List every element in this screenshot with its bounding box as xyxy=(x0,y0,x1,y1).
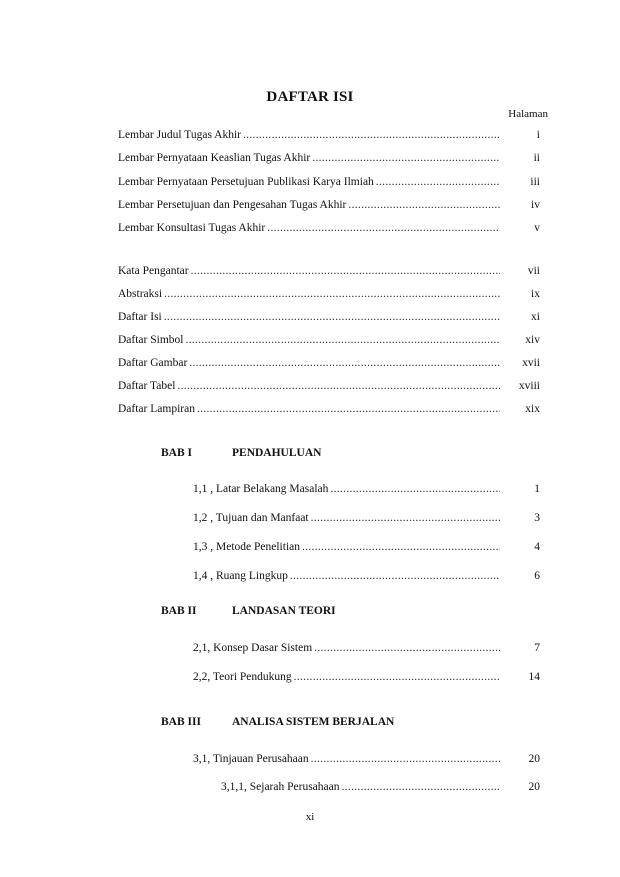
toc-entry-label: Lembar Persetujuan dan Pengesahan Tugas Akhir xyxy=(118,199,347,211)
toc-leader xyxy=(314,640,500,656)
toc-entry[interactable] xyxy=(118,220,540,236)
toc-entry[interactable] xyxy=(118,197,540,213)
toc-entry-page: iii xyxy=(530,176,540,188)
toc-entry-page: 20 xyxy=(528,781,540,793)
chapter-title[interactable]: PENDAHULUAN xyxy=(232,447,322,459)
toc-section-entry[interactable] xyxy=(193,640,540,656)
toc-leader xyxy=(177,378,500,394)
toc-entry-page: xi xyxy=(531,311,540,323)
toc-entry-page: iv xyxy=(531,199,540,211)
toc-entry-page: xvii xyxy=(522,357,540,369)
toc-entry[interactable] xyxy=(118,150,540,166)
toc-entry-label: Lembar Konsultasi Tugas Akhir xyxy=(118,222,266,234)
toc-entry-label: 1,2 , Tujuan dan Manfaat xyxy=(193,512,309,524)
toc-leader xyxy=(294,669,500,685)
chapter-number: BAB III xyxy=(161,716,201,728)
toc-leader xyxy=(290,568,500,584)
toc-entry-label: 1,3 , Metode Penelitian xyxy=(193,541,300,553)
toc-section-entry[interactable] xyxy=(193,481,540,497)
toc-entry-page: ii xyxy=(533,152,540,164)
toc-entry[interactable] xyxy=(118,332,540,348)
toc-entry-page: 4 xyxy=(534,541,540,553)
toc-leader xyxy=(312,150,500,166)
toc-entry-page: xiv xyxy=(525,334,540,346)
toc-leader xyxy=(189,355,500,371)
toc-entry-page: 3 xyxy=(534,512,540,524)
toc-entry-label: Daftar Isi xyxy=(118,311,162,323)
toc-entry-label: Daftar Tabel xyxy=(118,380,176,392)
chapter-title[interactable]: LANDASAN TEORI xyxy=(232,605,336,617)
toc-subsection-entry[interactable] xyxy=(221,779,540,795)
toc-entry-page: xviii xyxy=(518,380,540,392)
toc-leader xyxy=(197,401,500,417)
page-number: xi xyxy=(305,811,315,823)
toc-leader xyxy=(341,779,500,795)
toc-entry-label: Abstraksi xyxy=(118,288,163,300)
toc-entry-label: Lembar Judul Tugas Akhir xyxy=(118,129,241,141)
toc-leader xyxy=(191,263,500,279)
toc-entry[interactable] xyxy=(118,401,540,417)
toc-entry-label: Daftar Simbol xyxy=(118,334,184,346)
toc-entry[interactable] xyxy=(118,286,540,302)
toc-entry-page: v xyxy=(534,222,540,234)
toc-entry[interactable] xyxy=(118,174,540,190)
toc-entry-page: xix xyxy=(525,403,540,415)
toc-entry-page: ix xyxy=(531,288,540,300)
toc-entry-label: Lembar Pernyataan Persetujuan Publikasi Karya Ilmiah xyxy=(118,176,374,188)
toc-entry-label: 1,4 , Ruang Lingkup xyxy=(193,570,288,582)
toc-leader xyxy=(185,332,500,348)
toc-entry-page: i xyxy=(536,129,540,141)
toc-entry-page: 6 xyxy=(534,570,540,582)
toc-entry-label: Daftar Gambar xyxy=(118,357,188,369)
toc-entry-label: 2,1, Konsep Dasar Sistem xyxy=(193,642,313,654)
toc-section-entry[interactable] xyxy=(193,669,540,685)
chapter-number: BAB II xyxy=(161,605,197,617)
toc-entry-label: Daftar Lampiran xyxy=(118,403,195,415)
toc-leader xyxy=(376,174,500,190)
toc-section-entry[interactable] xyxy=(193,539,540,555)
toc-entry-page: 20 xyxy=(528,753,540,765)
page-title: DAFTAR ISI xyxy=(266,89,354,105)
chapter-number: BAB I xyxy=(161,447,192,459)
toc-entry-page: vii xyxy=(527,265,540,277)
toc-entry[interactable] xyxy=(118,263,540,279)
toc-entry-label: 3,1,1, Sejarah Perusahaan xyxy=(221,781,340,793)
chapter-title[interactable]: ANALISA SISTEM BERJALAN xyxy=(232,716,395,728)
page-column-header: Halaman xyxy=(508,108,548,120)
toc-leader xyxy=(164,309,500,325)
toc-entry-page: 7 xyxy=(534,642,540,654)
toc-entry[interactable] xyxy=(118,378,540,394)
toc-entry-label: Lembar Pernyataan Keaslian Tugas Akhir xyxy=(118,152,311,164)
toc-section-entry[interactable] xyxy=(193,568,540,584)
toc-leader xyxy=(311,510,500,526)
toc-entry-page: 1 xyxy=(534,483,540,495)
toc-leader xyxy=(302,539,500,555)
toc-entry-label: 1,1 , Latar Belakang Masalah xyxy=(193,483,329,495)
toc-entry-label: Kata Pengantar xyxy=(118,265,189,277)
toc-entry[interactable] xyxy=(118,127,540,143)
toc-leader xyxy=(348,197,500,213)
toc-entry[interactable] xyxy=(118,309,540,325)
toc-entry-label: 3,1, Tinjauan Perusahaan xyxy=(193,753,309,765)
toc-section-entry[interactable] xyxy=(193,751,540,767)
toc-leader xyxy=(164,286,500,302)
toc-entry-page: 14 xyxy=(528,671,540,683)
toc-entry[interactable] xyxy=(118,355,540,371)
toc-leader xyxy=(330,481,500,497)
toc-leader xyxy=(243,127,500,143)
toc-entry-label: 2,2, Teori Pendukung xyxy=(193,671,292,683)
toc-leader xyxy=(311,751,500,767)
toc-section-entry[interactable] xyxy=(193,510,540,526)
toc-leader xyxy=(267,220,500,236)
